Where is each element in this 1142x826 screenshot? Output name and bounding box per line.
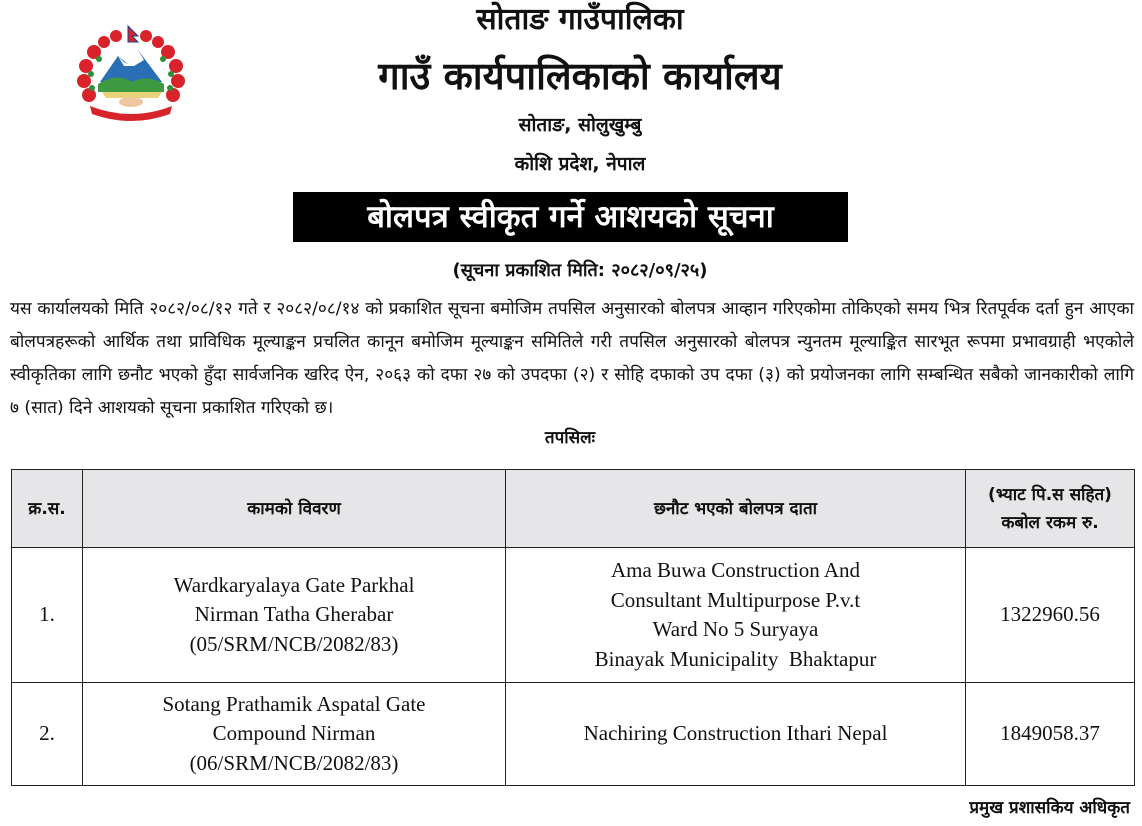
table-header-row: [12, 470, 1135, 548]
cell-description: [83, 548, 506, 683]
notice-title-banner: बोलपत्र स्वीकृत गर्ने आशयको सूचना: [293, 192, 848, 242]
description-line: (06/SRM/NCB/2082/83): [189, 750, 399, 775]
signatory-title: प्रमुख प्रशासकिय अधिकृत: [969, 798, 1130, 818]
description-line: Compound Nirman: [212, 721, 376, 746]
accepted-bids-table: [11, 469, 1135, 786]
municipality-name: सोताङ गाउँपालिका: [476, 2, 684, 37]
column-header-description: कामको विवरण: [83, 470, 506, 548]
column-header-sn: क्र.स.: [12, 470, 83, 548]
address-line-1: सोताङ, सोलुखुम्बु: [518, 114, 642, 136]
bidder-line: Ama Buwa Construction And: [610, 558, 861, 582]
bidder-line: Nachiring Construction Ithari Nepal: [583, 721, 888, 746]
notice-body: यस कार्यालयको मिति २०८२/०८/१२ गते र २०८२/०८/१४ को प्रकाशित सूचना बमोजिम तपसिल अनुसारको बोलपत्र आव्हान गरिएकोमा तोकिएको समय भित्र रितपूर्वक दर्ता हुन आएका बोलपत्रहरूको आर्थिक तथा प्राविधिक मूल्याङ्कन प्रचलित कानून बमोजिम मूल्याङ्कन समितिले गरी तपसिल अनुसारको बोलपत्र न्युनतम मूल्याङ्कित सारभूत रूपमा प्रभावग्राही भएकोले स्वीकृतिका लागि छनौट भएको हुँदा सार्वजनिक खरिद ऐन, २०६३ को दफा २७ को उपदफा (२) र सोहि दफाको उप दफा (३) को प्रयोजनका लागि सम्बन्धित सबैको जानकारीको लागि ७ (सात) दिने आशयको सूचना प्रकाशित गरिएको छ।: [10, 299, 1134, 418]
description-line: Sotang Prathamik Aspatal Gate: [162, 691, 426, 716]
column-header-amount: [966, 470, 1135, 548]
bidder-line: Ward No 5 Suryaya: [652, 617, 819, 641]
table-row: [12, 683, 1135, 786]
address-line-2: कोशि प्रदेश, नेपाल: [514, 153, 646, 175]
cell-amount: 1849058.37: [966, 683, 1135, 786]
column-header-amount-line-1: (भ्याट पि.स सहित): [988, 484, 1112, 505]
table-row: [12, 548, 1135, 683]
cell-bidder: [506, 548, 966, 683]
schedule-label: तपसिलः: [544, 428, 596, 448]
bidder-line: Consultant Multipurpose P.v.t: [610, 587, 861, 612]
nepal-government-emblem-icon: [72, 22, 190, 122]
column-header-bidder: छनौट भएको बोलपत्र दाता: [506, 470, 966, 548]
office-name: गाउँ कार्यपालिकाको कार्यालय: [378, 54, 782, 98]
cell-description: [83, 683, 506, 786]
column-header-amount-line-2: कबोल रकम रु.: [1001, 512, 1099, 533]
bidder-line: Binayak Municipality Bhaktapur: [594, 646, 877, 671]
description-line: Nirman Tatha Gherabar: [194, 602, 394, 627]
cell-sn: 1.: [12, 548, 83, 683]
cell-amount: 1322960.56: [966, 548, 1135, 683]
published-date: (सूचना प्रकाशित मिति: २०८२/०९/२५): [452, 260, 708, 281]
description-line: (05/SRM/NCB/2082/83): [189, 631, 399, 656]
cell-bidder: [506, 683, 966, 786]
cell-sn: 2.: [12, 683, 83, 786]
description-line: Wardkaryalaya Gate Parkhal: [173, 572, 415, 597]
